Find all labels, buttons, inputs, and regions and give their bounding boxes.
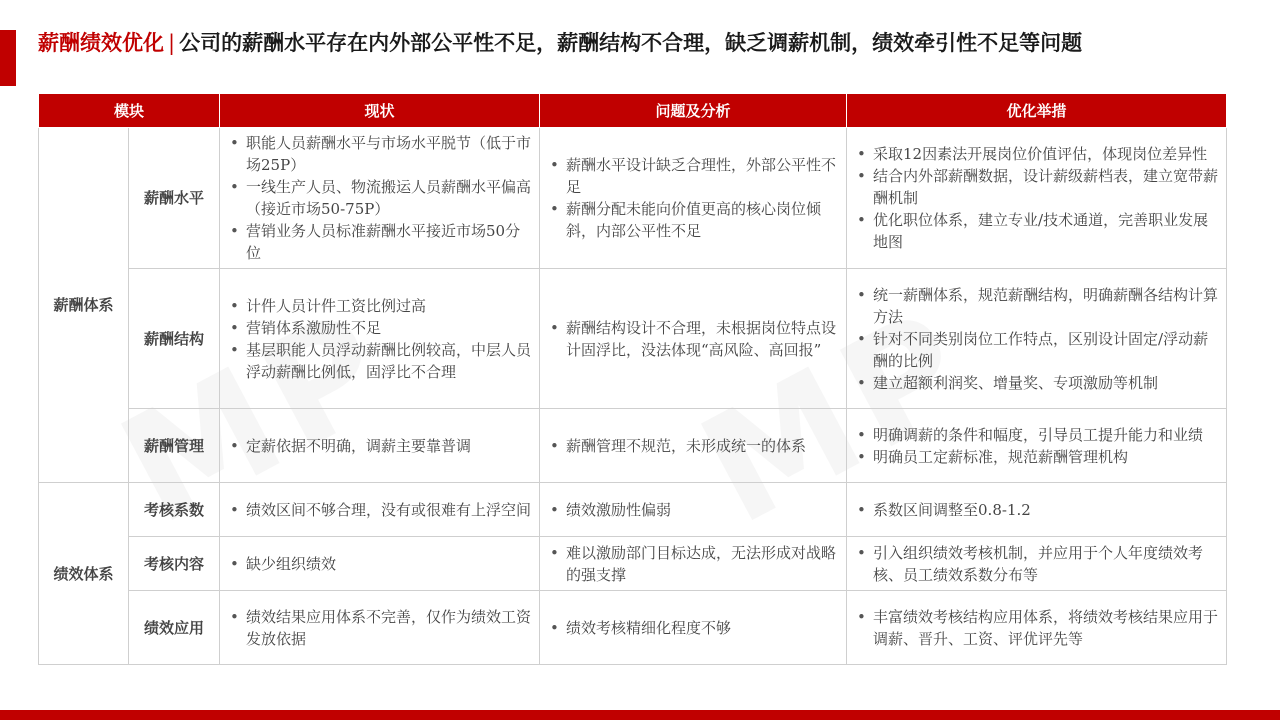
measures-cell <box>847 269 1227 409</box>
optimization-table <box>38 93 1227 665</box>
bullet-item: • 薪酬分配未能向价值更高的核心岗位倾斜，内部公平性不足 <box>548 198 838 242</box>
table-row <box>39 269 1227 409</box>
bullet-item: • 引入组织绩效考核机制，并应用于个人年度绩效考核、员工绩效系数分布等 <box>855 542 1218 586</box>
table-row <box>39 409 1227 483</box>
bullet-item: • 营销业务人员标准薪酬水平接近市场50分位 <box>228 220 531 264</box>
analysis-cell <box>540 591 847 665</box>
bullet-item: • 结合内外部薪酬数据，设计薪级薪档表，建立宽带薪酬机制 <box>855 165 1218 209</box>
bullet-item: • 明确调薪的条件和幅度，引导员工提升能力和业绩 <box>855 424 1218 446</box>
row-label: 考核系数 <box>129 483 220 537</box>
header-measures: 优化举措 <box>847 94 1227 128</box>
header-analysis: 问题及分析 <box>540 94 847 128</box>
measures-cell <box>847 483 1227 537</box>
header-module: 模块 <box>39 94 220 128</box>
bullet-item: • 绩效激励性偏弱 <box>548 499 838 521</box>
bullet-item: • 营销体系激励性不足 <box>228 317 531 339</box>
analysis-cell <box>540 128 847 269</box>
table-row <box>39 537 1227 591</box>
row-label: 薪酬水平 <box>129 128 220 269</box>
bullet-item: • 职能人员薪酬水平与市场水平脱节（低于市场25P） <box>228 132 531 176</box>
bullet-item: • 定薪依据不明确，调薪主要靠普调 <box>228 435 531 457</box>
bullet-item: • 难以激励部门目标达成，无法形成对战略的强支撑 <box>548 542 838 586</box>
bullet-item: • 缺少组织绩效 <box>228 553 531 575</box>
status-cell <box>220 128 540 269</box>
group-salary: 薪酬体系 <box>39 128 129 483</box>
title-accent-bar <box>0 30 16 86</box>
table-row <box>39 128 1227 269</box>
status-cell <box>220 591 540 665</box>
bullet-item: • 基层职能人员浮动薪酬比例较高，中层人员浮动薪酬比例低，固浮比不合理 <box>228 339 531 383</box>
row-label: 薪酬结构 <box>129 269 220 409</box>
analysis-cell <box>540 409 847 483</box>
footer-bar <box>0 710 1280 720</box>
status-cell <box>220 537 540 591</box>
header-status: 现状 <box>220 94 540 128</box>
bullet-item: • 采取12因素法开展岗位价值评估，体现岗位差异性 <box>855 143 1218 165</box>
analysis-cell <box>540 537 847 591</box>
bullet-item: • 丰富绩效考核结构应用体系，将绩效考核结果应用于调薪、晋升、工资、评优评先等 <box>855 606 1218 650</box>
bullet-item: • 绩效结果应用体系不完善，仅作为绩效工资发放依据 <box>228 606 531 650</box>
title-text: 公司的薪酬水平存在内外部公平性不足，薪酬结构不合理，缺乏调薪机制，绩效牵引性不足等问题 <box>179 30 1083 55</box>
status-cell <box>220 269 540 409</box>
table-header-row <box>39 94 1227 128</box>
bullet-item: • 绩效区间不够合理，没有或很难有上浮空间 <box>228 499 531 521</box>
bullet-item: • 系数区间调整至0.8-1.2 <box>855 499 1218 521</box>
bullet-item: • 薪酬水平设计缺乏合理性，外部公平性不足 <box>548 154 838 198</box>
row-label: 绩效应用 <box>129 591 220 665</box>
group-performance: 绩效体系 <box>39 483 129 665</box>
row-label: 薪酬管理 <box>129 409 220 483</box>
status-cell <box>220 483 540 537</box>
measures-cell <box>847 537 1227 591</box>
status-cell <box>220 409 540 483</box>
page-title <box>38 28 1248 58</box>
measures-cell <box>847 591 1227 665</box>
bullet-item: • 计件人员计件工资比例过高 <box>228 295 531 317</box>
table-row <box>39 591 1227 665</box>
bullet-item: • 针对不同类别岗位工作特点，区别设计固定/浮动薪酬的比例 <box>855 328 1218 372</box>
table-row <box>39 483 1227 537</box>
title-topic: 薪酬绩效优化 <box>38 30 164 55</box>
bullet-item: • 明确员工定薪标准，规范薪酬管理机构 <box>855 446 1218 468</box>
bullet-item: • 薪酬管理不规范，未形成统一的体系 <box>548 435 838 457</box>
bullet-item: • 统一薪酬体系，规范薪酬结构，明确薪酬各结构计算方法 <box>855 284 1218 328</box>
title-separator: | <box>168 31 176 55</box>
row-label: 考核内容 <box>129 537 220 591</box>
bullet-item: • 绩效考核精细化程度不够 <box>548 617 838 639</box>
bullet-item: • 薪酬结构设计不合理，未根据岗位特点设计固浮比，没法体现“高风险、高回报” <box>548 317 838 361</box>
bullet-item: • 一线生产人员、物流搬运人员薪酬水平偏高（接近市场50-75P） <box>228 176 531 220</box>
analysis-cell <box>540 483 847 537</box>
measures-cell <box>847 128 1227 269</box>
bullet-item: • 优化职位体系，建立专业/技术通道，完善职业发展地图 <box>855 209 1218 253</box>
analysis-cell <box>540 269 847 409</box>
measures-cell <box>847 409 1227 483</box>
bullet-item: • 建立超额利润奖、增量奖、专项激励等机制 <box>855 372 1218 394</box>
